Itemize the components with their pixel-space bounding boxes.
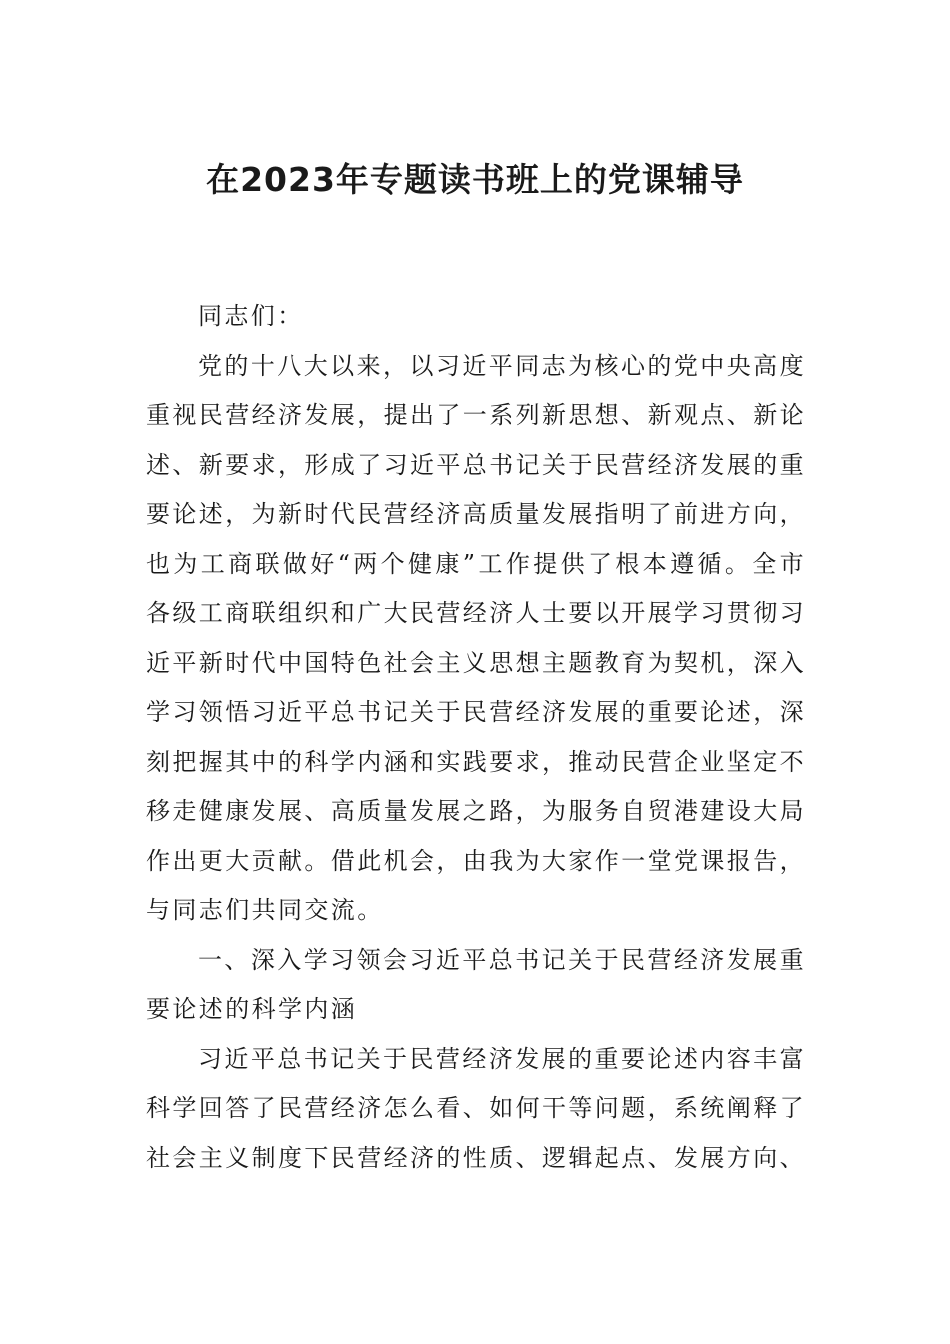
document-body [146, 292, 806, 1183]
salutation-paragraph: 同志们： [198, 302, 304, 330]
document-title: 在2023年专题读书班上的党课辅导 [206, 160, 744, 199]
section-heading-1: 一、深入学习领会习近平总书记关于民营经济发展重要论述的科学内涵 [146, 945, 806, 1023]
intro-paragraph: 党的十八大以来，以习近平同志为核心的党中央高度重视民营经济发展，提出了一系列新思想、新观点、新论述、新要求，形成了习近平总书记关于民营经济发展的重要论述，为新时代民营经济高质量发展指明了前进方向，也为工商联做好“两个健康”工作提供了根本遵循。全市各级工商联组织和广大民营经济人士要以开展学习贯彻习近平新时代中国特色社会主义思想主题教育为契机，深入学习领悟习近平总书记关于民营经济发展的重要论述，深刻把握其中的科学内涵和实践要求，推动民营企业坚定不移走健康发展、高质量发展之路，为服务自贸港建设大局作出更大贡献。借此机会，由我为大家作一堂党课报告，与同志们共同交流。 [146, 351, 806, 924]
section-1-paragraph: 习近平总书记关于民营经济发展的重要论述内容丰富科学回答了民营经济怎么看、如何干等问题，系统阐释了社会主义制度下民营经济的性质、逻辑起点、发展方向、 [146, 1044, 806, 1172]
